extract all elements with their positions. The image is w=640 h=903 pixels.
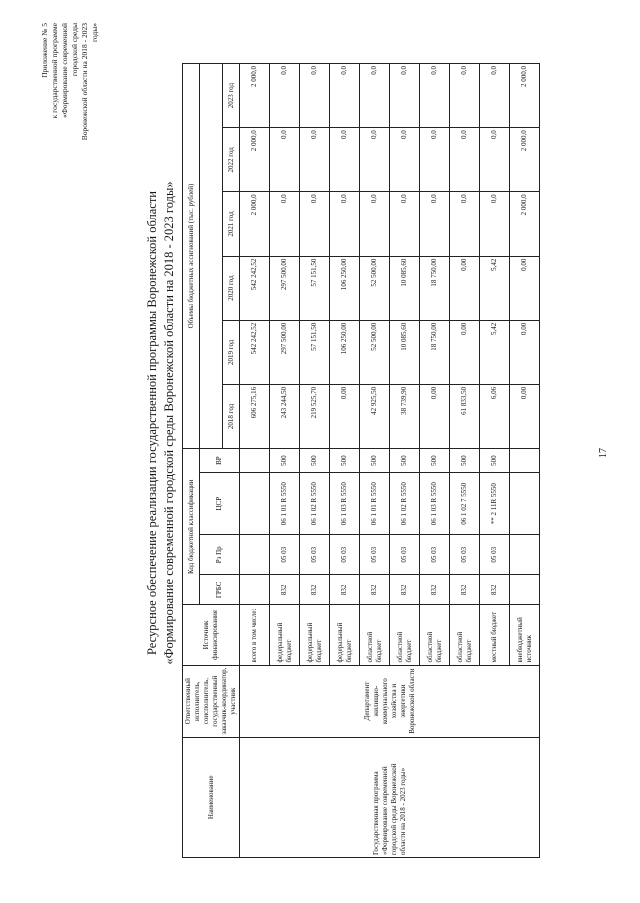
csr-cell: [240, 473, 270, 535]
csr-cell: ** 2 11R 5550: [480, 473, 510, 535]
value-cell: 0,00: [450, 256, 480, 320]
value-cell: 0,0: [420, 192, 450, 256]
grbs-cell: 832: [480, 575, 510, 605]
header-year: 2022 год: [223, 128, 240, 192]
value-cell: 106 250,00: [330, 256, 360, 320]
appendix-line: «Формирование современной городской среды: [60, 23, 79, 118]
value-cell: 0,0: [360, 64, 390, 128]
vr-cell: 500: [450, 449, 480, 473]
value-cell: 5,42: [480, 320, 510, 384]
header-name: Наименование: [183, 737, 240, 857]
csr-cell: 06 1 02 7 5550: [450, 473, 480, 535]
value-cell: 2 000,0: [240, 192, 270, 256]
rzpr-cell: [510, 535, 540, 575]
header-grbs: ГРБС: [200, 575, 240, 605]
header-volumes: Объемы бюджетных ассигнований (тыс. рублей): [183, 64, 200, 449]
value-cell: 243 244,50: [270, 384, 300, 448]
csr-cell: 06 1 02 R 5550: [300, 473, 330, 535]
value-cell: 0,0: [330, 64, 360, 128]
program-name-cell: Государственная программа «Формирование современной городской среды Воронежской области на 2018 - 2023 годы»: [240, 737, 540, 857]
value-cell: 542 242,52: [240, 320, 270, 384]
value-cell: 219 525,70: [300, 384, 330, 448]
value-cell: 6,06: [480, 384, 510, 448]
csr-cell: 06 1 01 R 5550: [360, 473, 390, 535]
header-csr: ЦСР: [200, 473, 240, 535]
grbs-cell: 832: [360, 575, 390, 605]
value-cell: 0,0: [330, 192, 360, 256]
value-cell: 0,0: [390, 192, 420, 256]
value-cell: 2 000,0: [510, 64, 540, 128]
value-cell: 0,0: [450, 192, 480, 256]
value-cell: 57 151,50: [300, 256, 330, 320]
value-cell: 61 833,50: [450, 384, 480, 448]
value-cell: 0,0: [270, 192, 300, 256]
vr-cell: [240, 449, 270, 473]
value-cell: 52 500,00: [360, 320, 390, 384]
vr-cell: 500: [330, 449, 360, 473]
csr-cell: 06 1 02 R 5550: [390, 473, 420, 535]
grbs-cell: 832: [390, 575, 420, 605]
grbs-cell: 832: [270, 575, 300, 605]
value-cell: 0,0: [300, 192, 330, 256]
value-cell: 0,0: [330, 128, 360, 192]
header-source: Источник финансирования: [183, 605, 240, 665]
funding-table: [182, 63, 540, 858]
value-cell: 0,00: [510, 256, 540, 320]
header-executor: Ответственный исполнитель, соисполнитель, государственный заказчик-координатор, участник: [183, 665, 240, 737]
value-cell: 0,0: [480, 192, 510, 256]
value-cell: 18 750,00: [420, 320, 450, 384]
vr-cell: [510, 449, 540, 473]
value-cell: 0,00: [420, 384, 450, 448]
source-cell: областной бюджет: [360, 605, 390, 665]
value-cell: 0,0: [270, 128, 300, 192]
header-vr: ВР: [200, 449, 240, 473]
value-cell: 0,0: [390, 128, 420, 192]
value-cell: 297 500,00: [270, 320, 300, 384]
rzpr-cell: 05 03: [480, 535, 510, 575]
vr-cell: 500: [270, 449, 300, 473]
value-cell: 0,0: [480, 128, 510, 192]
value-cell: 38 739,90: [390, 384, 420, 448]
grbs-cell: [510, 575, 540, 605]
header-year: 2018 год: [223, 384, 240, 448]
vr-cell: 500: [300, 449, 330, 473]
header-year: 2023 год: [223, 64, 240, 128]
value-cell: 0,0: [270, 64, 300, 128]
value-cell: 0,0: [420, 64, 450, 128]
value-cell: 0,0: [450, 128, 480, 192]
value-cell: 52 500,00: [360, 256, 390, 320]
vr-cell: 500: [420, 449, 450, 473]
value-cell: 0,00: [450, 320, 480, 384]
source-cell: федеральный бюджет: [300, 605, 330, 665]
csr-cell: 06 1 03 R 5550: [330, 473, 360, 535]
header-year: 2019 год: [223, 320, 240, 384]
rzpr-cell: 05 03: [450, 535, 480, 575]
vr-cell: 500: [480, 449, 510, 473]
value-cell: 0,0: [360, 192, 390, 256]
source-cell: областной бюджет: [390, 605, 420, 665]
page-number: 17: [598, 448, 609, 458]
appendix-line: к государственной программе: [50, 23, 59, 119]
document-title: Ресурсное обеспечение реализации государственной программы Воронежской области: [145, 191, 159, 655]
grbs-cell: [240, 575, 270, 605]
value-cell: 0,0: [420, 128, 450, 192]
value-cell: 0,00: [510, 384, 540, 448]
value-cell: 42 925,50: [360, 384, 390, 448]
source-cell: областной бюджет: [450, 605, 480, 665]
grbs-cell: 832: [450, 575, 480, 605]
source-cell: федеральный бюджет: [330, 605, 360, 665]
value-cell: 106 250,00: [330, 320, 360, 384]
appendix-line: Приложение № 5: [40, 23, 49, 78]
appendix-note: [40, 23, 100, 143]
value-cell: 0,00: [510, 320, 540, 384]
rzpr-cell: 05 03: [300, 535, 330, 575]
value-cell: 542 242,52: [240, 256, 270, 320]
source-cell: областной бюджет: [420, 605, 450, 665]
value-cell: 2 000,0: [510, 192, 540, 256]
header-year: 2021 год: [223, 192, 240, 256]
source-cell: всего в том числе:: [240, 605, 270, 665]
csr-cell: 06 1 01 R 5550: [270, 473, 300, 535]
header-spacer: [200, 64, 223, 449]
value-cell: 0,0: [480, 64, 510, 128]
vr-cell: 500: [360, 449, 390, 473]
csr-cell: [510, 473, 540, 535]
value-cell: 606 275,16: [240, 384, 270, 448]
table-row: [240, 64, 270, 858]
grbs-cell: 832: [330, 575, 360, 605]
rzpr-cell: 05 03: [360, 535, 390, 575]
grbs-cell: 832: [300, 575, 330, 605]
grbs-cell: 832: [420, 575, 450, 605]
rzpr-cell: 05 03: [330, 535, 360, 575]
header-rzpr: Рз Пр: [200, 535, 240, 575]
value-cell: 2 000,0: [240, 128, 270, 192]
value-cell: 2 000,0: [240, 64, 270, 128]
value-cell: 0,0: [450, 64, 480, 128]
value-cell: 0,0: [300, 128, 330, 192]
executor-cell: Департамент жилищно-коммунального хозяйства и энергетики Воронежской области: [240, 665, 540, 737]
value-cell: 297 500,00: [270, 256, 300, 320]
value-cell: 5,42: [480, 256, 510, 320]
value-cell: 0,0: [300, 64, 330, 128]
header-budget-code: Код бюджетной классификации: [183, 449, 200, 605]
value-cell: 2 000,0: [510, 128, 540, 192]
appendix-line: Воронежской области на 2018 - 2023 годы»: [80, 23, 99, 141]
source-cell: местный бюджет: [480, 605, 510, 665]
value-cell: 0,00: [330, 384, 360, 448]
rzpr-cell: 05 03: [270, 535, 300, 575]
value-cell: 10 085,60: [390, 320, 420, 384]
source-cell: внебюджетный источник: [510, 605, 540, 665]
source-cell: федеральный бюджет: [270, 605, 300, 665]
value-cell: 0,0: [360, 128, 390, 192]
rzpr-cell: 05 03: [420, 535, 450, 575]
rzpr-cell: [240, 535, 270, 575]
value-cell: 10 085,60: [390, 256, 420, 320]
vr-cell: 500: [390, 449, 420, 473]
rzpr-cell: 05 03: [390, 535, 420, 575]
csr-cell: 06 1 03 R 5550: [420, 473, 450, 535]
document-subtitle: «Формирование современной городской среды Воронежской области на 2018 - 2023 годы»: [162, 181, 176, 665]
header-year: 2020 год: [223, 256, 240, 320]
value-cell: 18 750,00: [420, 256, 450, 320]
value-cell: 0,0: [390, 64, 420, 128]
value-cell: 57 151,50: [300, 320, 330, 384]
